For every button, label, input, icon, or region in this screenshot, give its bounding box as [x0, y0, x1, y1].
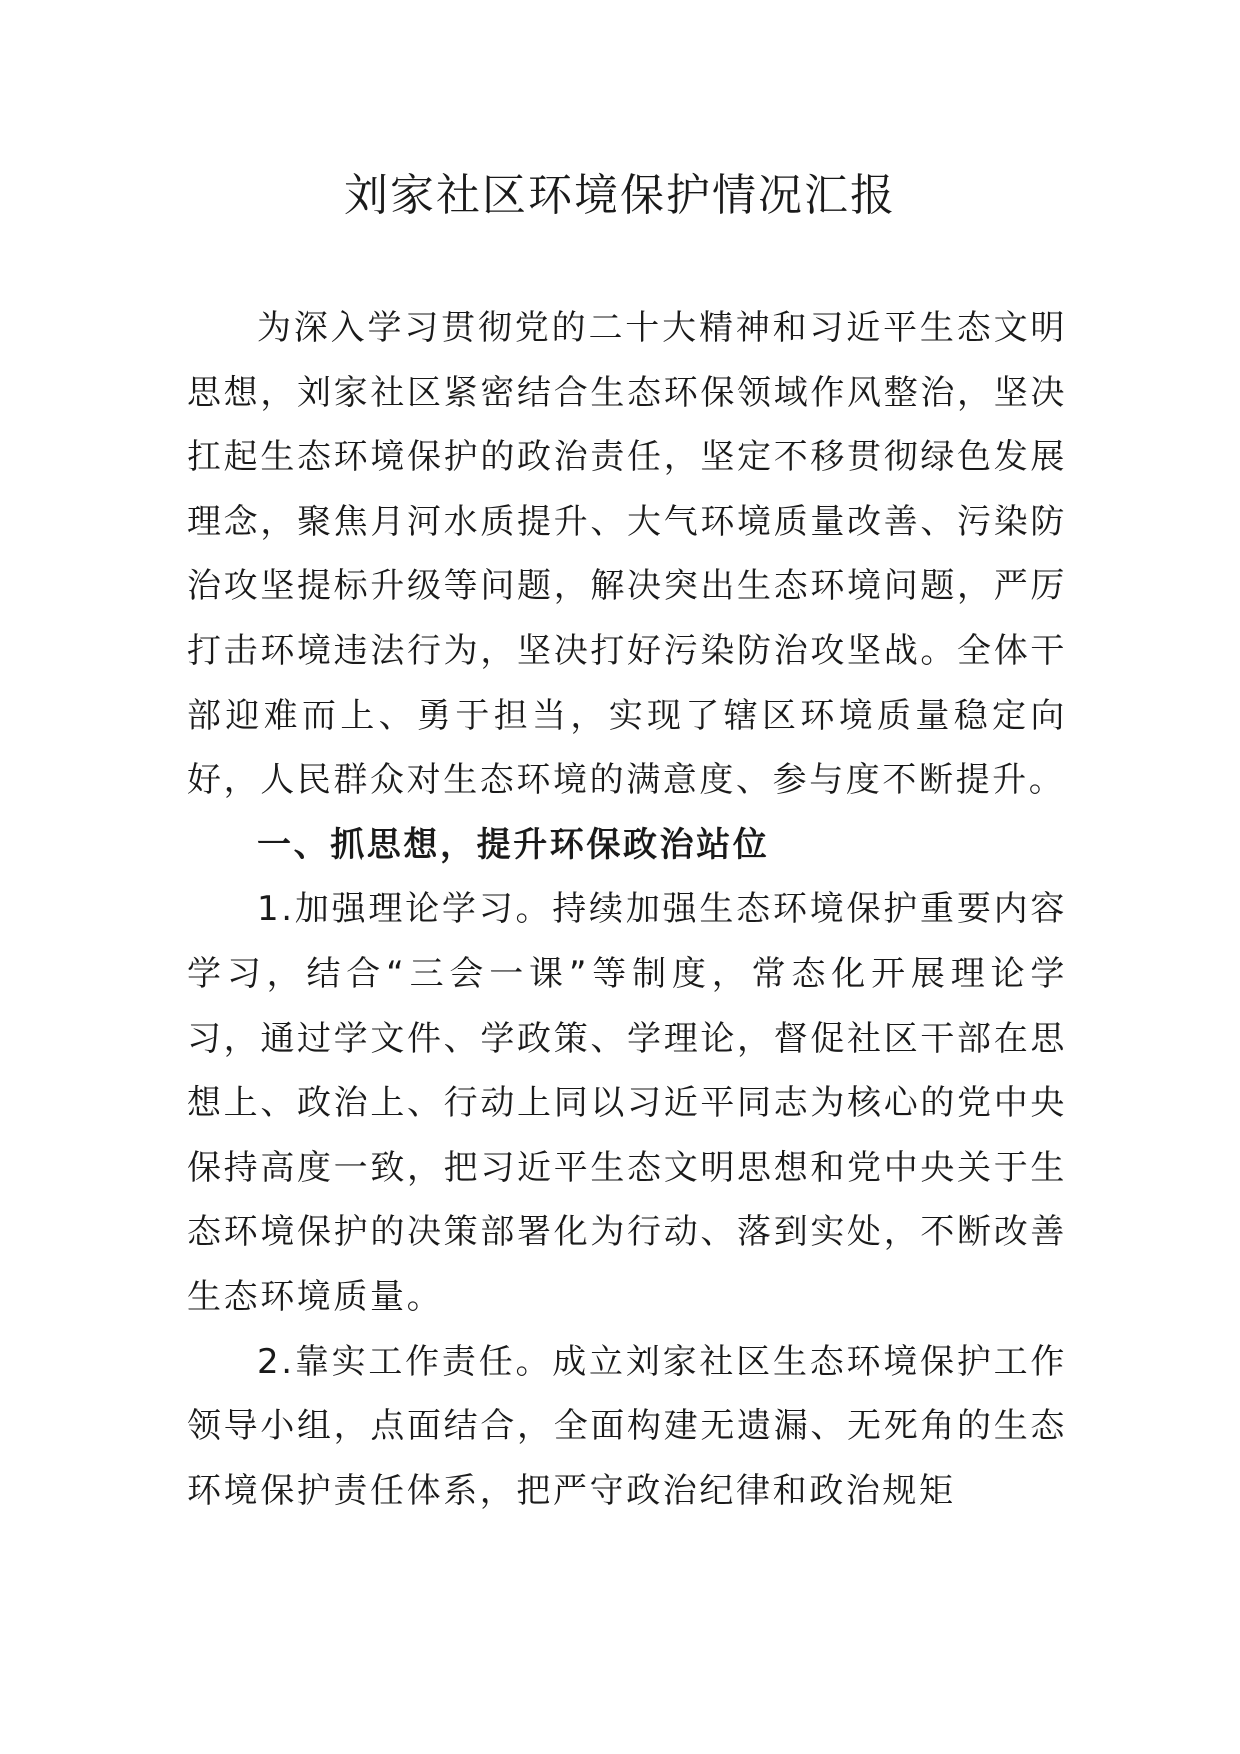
item-paragraph-2: 2.靠实工作责任。成立刘家社区生态环境保护工作领导小组，点面结合，全面构建无遗漏、无死角的生态环境保护责任体系，把严守政治纪律和政治规矩: [187, 1341, 1067, 1511]
item-paragraph-1: 1.加强理论学习。持续加强生态环境保护重要内容学习，结合“三会一课”等制度，常态化开展理论学习，通过学文件、学政策、学理论，督促社区干部在思想上、政治上、行动上同以习近平同志为核心的党中央保持高度一致，把习近平生态文明思想和党中央关于生态环境保护的决策部署化为行动、落到实处，不断改善生态环境质量。: [187, 889, 1067, 1317]
document-body: [187, 296, 1067, 1523]
document-title: 刘家社区环境保护情况汇报: [344, 170, 896, 221]
intro-paragraph: 为深入学习贯彻党的二十大精神和习近平生态文明思想，刘家社区紧密结合生态环保领域作风整治，坚决扛起生态环境保护的政治责任，坚定不移贯彻绿色发展理念，聚焦月河水质提升、大气环境质量改善、污染防治攻坚提标升级等问题，解决突出生态环境问题，严厉打击环境违法行为，坚决打好污染防治攻坚战。全体干部迎难而上、勇于担当，实现了辖区环境质量稳定向好，人民群众对生态环境的满意度、参与度不断提升。: [187, 308, 1067, 801]
section-heading: 一、抓思想，提升环保政治站位: [257, 824, 770, 865]
